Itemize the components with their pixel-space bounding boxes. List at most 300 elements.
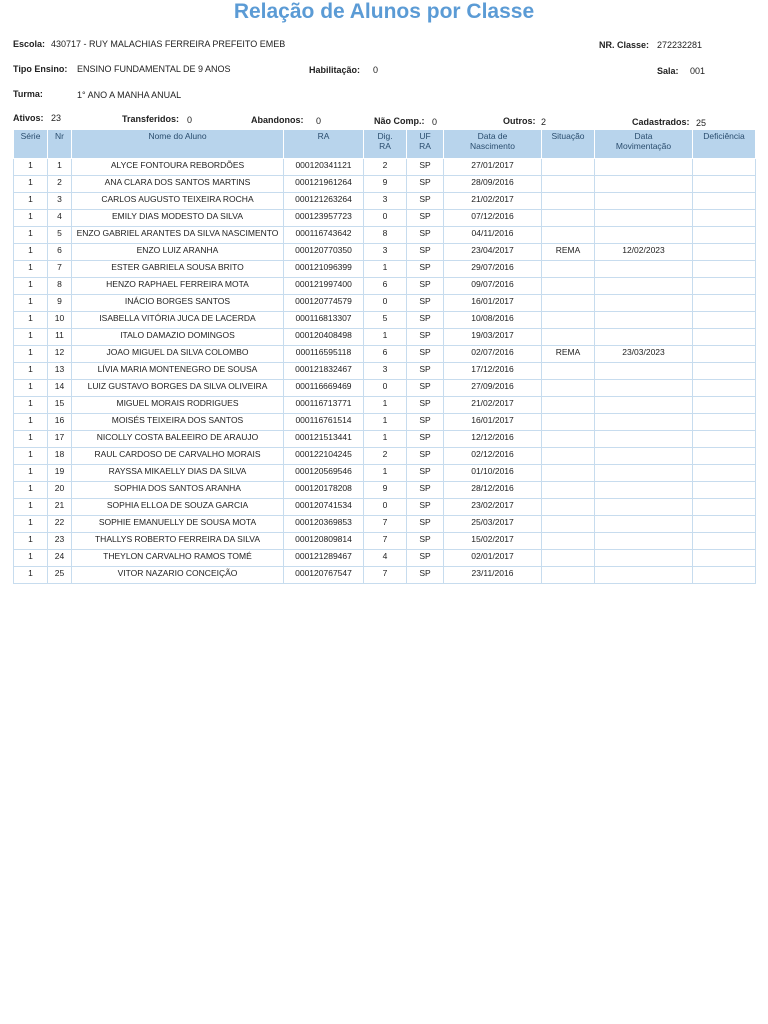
cell-nr: 17 (48, 431, 72, 448)
nr-classe-label: NR. Classe: (599, 40, 650, 50)
cell-serie: 1 (14, 482, 48, 499)
cell-uf-ra: SP (407, 397, 444, 414)
cell-dig-ra: 3 (364, 363, 407, 380)
cell-nascimento: 16/01/2017 (444, 295, 542, 312)
table-row (14, 448, 756, 465)
habilitacao-label: Habilitação: (309, 65, 361, 75)
col-nascimento-line1: Data de (477, 131, 508, 141)
turma-value: 1° ANO A MANHA ANUAL (77, 90, 182, 100)
cell-uf-ra: SP (407, 346, 444, 363)
cell-nascimento: 02/12/2016 (444, 448, 542, 465)
cell-nr: 1 (48, 159, 72, 176)
table-row (14, 533, 756, 550)
cell-situacao (542, 312, 595, 329)
escola-label: Escola: (13, 39, 46, 49)
cell-nr: 24 (48, 550, 72, 567)
cell-movimentacao (595, 278, 693, 295)
cell-nome: ISABELLA VITÓRIA JUCA DE LACERDA (72, 312, 284, 329)
cell-nome: JOAO MIGUEL DA SILVA COLOMBO (72, 346, 284, 363)
cell-nr: 9 (48, 295, 72, 312)
ativos-label: Ativos: (13, 113, 44, 123)
cell-ra: 000121513441 (284, 431, 364, 448)
cell-nr: 21 (48, 499, 72, 516)
table-row (14, 176, 756, 193)
cell-nr: 19 (48, 465, 72, 482)
cell-serie: 1 (14, 329, 48, 346)
cell-situacao (542, 295, 595, 312)
cell-serie: 1 (14, 567, 48, 584)
cell-movimentacao (595, 176, 693, 193)
cell-situacao (542, 380, 595, 397)
cell-dig-ra: 1 (364, 329, 407, 346)
cell-serie: 1 (14, 516, 48, 533)
cell-ra: 000121289467 (284, 550, 364, 567)
cell-serie: 1 (14, 397, 48, 414)
cell-situacao (542, 431, 595, 448)
table-row (14, 516, 756, 533)
cell-uf-ra: SP (407, 533, 444, 550)
cell-dig-ra: 0 (364, 499, 407, 516)
cell-serie: 1 (14, 210, 48, 227)
cell-nome: INÁCIO BORGES SANTOS (72, 295, 284, 312)
cell-movimentacao (595, 499, 693, 516)
nao-comp-label: Não Comp.: (374, 116, 425, 126)
page-title: Relação de Alunos por Classe (233, 0, 535, 23)
cell-situacao (542, 465, 595, 482)
cell-dig-ra: 1 (364, 261, 407, 278)
cell-serie: 1 (14, 448, 48, 465)
cell-nome: ENZO LUIZ ARANHA (72, 244, 284, 261)
cell-deficiencia (693, 210, 756, 227)
col-nome: Nome do Aluno (72, 130, 284, 159)
cell-movimentacao (595, 567, 693, 584)
cell-deficiencia (693, 431, 756, 448)
cell-uf-ra: SP (407, 193, 444, 210)
table-row (14, 261, 756, 278)
cell-nome: HENZO RAPHAEL FERREIRA MOTA (72, 278, 284, 295)
cell-ra: 000116669469 (284, 380, 364, 397)
cell-ra: 000120369853 (284, 516, 364, 533)
cell-deficiencia (693, 278, 756, 295)
cell-nascimento: 28/12/2016 (444, 482, 542, 499)
cell-deficiencia (693, 397, 756, 414)
cell-nascimento: 17/12/2016 (444, 363, 542, 380)
cell-nome: THEYLON CARVALHO RAMOS TOMÉ (72, 550, 284, 567)
cell-nr: 18 (48, 448, 72, 465)
cell-nr: 20 (48, 482, 72, 499)
table-row (14, 329, 756, 346)
cell-nome: VITOR NAZARIO CONCEIÇÃO (72, 567, 284, 584)
col-nascimento-line2: Nascimento (470, 141, 515, 151)
table-body (14, 159, 756, 584)
cell-ra: 000116813307 (284, 312, 364, 329)
cell-nr: 6 (48, 244, 72, 261)
cell-uf-ra: SP (407, 414, 444, 431)
table-row (14, 465, 756, 482)
cell-movimentacao (595, 550, 693, 567)
cell-ra: 000120408498 (284, 329, 364, 346)
cell-nome: ALYCE FONTOURA REBORDÕES (72, 159, 284, 176)
cell-serie: 1 (14, 176, 48, 193)
cell-uf-ra: SP (407, 227, 444, 244)
cell-nascimento: 09/07/2016 (444, 278, 542, 295)
cell-nome: CARLOS AUGUSTO TEIXEIRA ROCHA (72, 193, 284, 210)
cell-deficiencia (693, 550, 756, 567)
cell-nr: 5 (48, 227, 72, 244)
cell-ra: 000120569546 (284, 465, 364, 482)
cell-nome: NICOLLY COSTA BALEEIRO DE ARAUJO (72, 431, 284, 448)
cell-nome: ITALO DAMAZIO DOMINGOS (72, 329, 284, 346)
table-row (14, 567, 756, 584)
cell-ra: 000121832467 (284, 363, 364, 380)
cell-deficiencia (693, 516, 756, 533)
cell-ra: 000120774579 (284, 295, 364, 312)
cell-movimentacao (595, 312, 693, 329)
cell-deficiencia (693, 482, 756, 499)
cell-nome: LÍVIA MARIA MONTENEGRO DE SOUSA (72, 363, 284, 380)
cell-uf-ra: SP (407, 278, 444, 295)
table-header-row (14, 130, 756, 159)
cell-serie: 1 (14, 159, 48, 176)
cell-situacao: REMA (542, 244, 595, 261)
cell-nr: 16 (48, 414, 72, 431)
cell-nome: EMILY DIAS MODESTO DA SILVA (72, 210, 284, 227)
cell-nascimento: 07/12/2016 (444, 210, 542, 227)
cell-ra: 000116761514 (284, 414, 364, 431)
cell-movimentacao (595, 210, 693, 227)
cell-nr: 10 (48, 312, 72, 329)
cell-nome: LUIZ GUSTAVO BORGES DA SILVA OLIVEIRA (72, 380, 284, 397)
cell-situacao (542, 550, 595, 567)
abandonos-label: Abandonos: (251, 115, 304, 125)
table-row (14, 346, 756, 363)
cell-nascimento: 25/03/2017 (444, 516, 542, 533)
cell-nome: ANA CLARA DOS SANTOS MARTINS (72, 176, 284, 193)
cell-deficiencia (693, 499, 756, 516)
escola-value: 430717 - RUY MALACHIAS FERREIRA PREFEITO EMEB (51, 39, 286, 49)
cell-movimentacao (595, 261, 693, 278)
cell-nr: 23 (48, 533, 72, 550)
cell-uf-ra: SP (407, 465, 444, 482)
table-row (14, 244, 756, 261)
cell-uf-ra: SP (407, 550, 444, 567)
cell-uf-ra: SP (407, 312, 444, 329)
cell-nascimento: 01/10/2016 (444, 465, 542, 482)
cell-dig-ra: 9 (364, 482, 407, 499)
cell-uf-ra: SP (407, 210, 444, 227)
cell-nascimento: 27/01/2017 (444, 159, 542, 176)
cell-nome: ENZO GABRIEL ARANTES DA SILVA NASCIMENTO (72, 227, 284, 244)
cell-situacao (542, 363, 595, 380)
cell-serie: 1 (14, 346, 48, 363)
cell-situacao (542, 261, 595, 278)
col-uf-ra (407, 130, 444, 159)
cell-nome: MOISÉS TEIXEIRA DOS SANTOS (72, 414, 284, 431)
cell-dig-ra: 0 (364, 380, 407, 397)
cell-movimentacao (595, 227, 693, 244)
nr-classe-value: 272232281 (657, 40, 703, 50)
tipo-ensino-label: Tipo Ensino: (13, 64, 68, 74)
col-situacao: Situação (542, 130, 595, 159)
col-movimentacao-line1: Data (634, 131, 653, 141)
cell-deficiencia (693, 533, 756, 550)
cell-dig-ra: 9 (364, 176, 407, 193)
cell-situacao (542, 193, 595, 210)
cell-deficiencia (693, 244, 756, 261)
cell-deficiencia (693, 465, 756, 482)
cell-nascimento: 23/11/2016 (444, 567, 542, 584)
cell-uf-ra: SP (407, 448, 444, 465)
cell-dig-ra: 1 (364, 414, 407, 431)
cell-nascimento: 02/07/2016 (444, 346, 542, 363)
cell-uf-ra: SP (407, 159, 444, 176)
cell-nascimento: 10/08/2016 (444, 312, 542, 329)
cell-situacao (542, 210, 595, 227)
cell-nascimento: 12/12/2016 (444, 431, 542, 448)
cell-nascimento: 27/09/2016 (444, 380, 542, 397)
cell-uf-ra: SP (407, 482, 444, 499)
cell-nr: 4 (48, 210, 72, 227)
cell-nome: RAYSSA MIKAELLY DIAS DA SILVA (72, 465, 284, 482)
cell-serie: 1 (14, 363, 48, 380)
col-serie: Série (14, 130, 48, 159)
ativos-value: 23 (51, 113, 62, 123)
cell-deficiencia (693, 176, 756, 193)
cell-situacao: REMA (542, 346, 595, 363)
cell-nr: 25 (48, 567, 72, 584)
cell-uf-ra: SP (407, 516, 444, 533)
cadastrados-label: Cadastrados: (632, 117, 690, 127)
cell-ra: 000122104245 (284, 448, 364, 465)
transferidos-label: Transferidos: (122, 114, 180, 124)
cell-serie: 1 (14, 227, 48, 244)
cell-serie: 1 (14, 312, 48, 329)
cell-situacao (542, 278, 595, 295)
cell-serie: 1 (14, 278, 48, 295)
cell-ra: 000116595118 (284, 346, 364, 363)
cell-situacao (542, 329, 595, 346)
cell-dig-ra: 5 (364, 312, 407, 329)
habilitacao-value: 0 (373, 65, 379, 75)
cell-serie: 1 (14, 244, 48, 261)
cell-ra: 000120341121 (284, 159, 364, 176)
turma-label: Turma: (13, 89, 43, 99)
cell-situacao (542, 397, 595, 414)
cell-deficiencia (693, 193, 756, 210)
table-row (14, 397, 756, 414)
cell-ra: 000121997400 (284, 278, 364, 295)
cell-movimentacao (595, 295, 693, 312)
cell-ra: 000121961264 (284, 176, 364, 193)
cell-nascimento: 19/03/2017 (444, 329, 542, 346)
table-row (14, 193, 756, 210)
cell-ra: 000121263264 (284, 193, 364, 210)
cell-nr: 7 (48, 261, 72, 278)
cell-dig-ra: 3 (364, 193, 407, 210)
table-row (14, 159, 756, 176)
cell-nome: THALLYS ROBERTO FERREIRA DA SILVA (72, 533, 284, 550)
cell-movimentacao (595, 482, 693, 499)
cell-nr: 3 (48, 193, 72, 210)
table-row (14, 499, 756, 516)
cell-movimentacao: 23/03/2023 (595, 346, 693, 363)
cell-uf-ra: SP (407, 567, 444, 584)
cell-deficiencia (693, 329, 756, 346)
cell-nome: SOPHIA DOS SANTOS ARANHA (72, 482, 284, 499)
col-dig-ra (364, 130, 407, 159)
cell-movimentacao (595, 193, 693, 210)
cell-movimentacao (595, 363, 693, 380)
cell-nascimento: 21/02/2017 (444, 193, 542, 210)
cell-serie: 1 (14, 431, 48, 448)
cell-deficiencia (693, 346, 756, 363)
sala-label: Sala: (657, 66, 679, 76)
cell-deficiencia (693, 312, 756, 329)
cell-uf-ra: SP (407, 363, 444, 380)
cell-dig-ra: 3 (364, 244, 407, 261)
cell-uf-ra: SP (407, 329, 444, 346)
cell-ra: 000120767547 (284, 567, 364, 584)
cell-deficiencia (693, 380, 756, 397)
cell-serie: 1 (14, 295, 48, 312)
cell-nr: 11 (48, 329, 72, 346)
cell-uf-ra: SP (407, 176, 444, 193)
col-ra: RA (284, 130, 364, 159)
cell-serie: 1 (14, 533, 48, 550)
cell-movimentacao: 12/02/2023 (595, 244, 693, 261)
col-movimentacao (595, 130, 693, 159)
table-row (14, 363, 756, 380)
cell-uf-ra: SP (407, 295, 444, 312)
cell-deficiencia (693, 363, 756, 380)
cell-ra: 000120741534 (284, 499, 364, 516)
cell-nascimento: 29/07/2016 (444, 261, 542, 278)
outros-value: 2 (541, 117, 547, 127)
cell-dig-ra: 8 (364, 227, 407, 244)
cell-serie: 1 (14, 465, 48, 482)
table-row (14, 482, 756, 499)
table-row (14, 295, 756, 312)
cell-ra: 000120770350 (284, 244, 364, 261)
cell-deficiencia (693, 414, 756, 431)
cell-movimentacao (595, 380, 693, 397)
cell-situacao (542, 176, 595, 193)
sala-value: 001 (690, 66, 706, 76)
cell-uf-ra: SP (407, 431, 444, 448)
cell-uf-ra: SP (407, 499, 444, 516)
cell-movimentacao (595, 465, 693, 482)
cell-dig-ra: 1 (364, 431, 407, 448)
cell-nr: 8 (48, 278, 72, 295)
cell-ra: 000120809814 (284, 533, 364, 550)
cell-movimentacao (595, 159, 693, 176)
transferidos-value: 0 (187, 115, 193, 125)
cell-dig-ra: 0 (364, 210, 407, 227)
cell-ra: 000116713771 (284, 397, 364, 414)
cell-nascimento: 02/01/2017 (444, 550, 542, 567)
cell-nascimento: 21/02/2017 (444, 397, 542, 414)
cell-situacao (542, 516, 595, 533)
cell-nr: 15 (48, 397, 72, 414)
cell-situacao (542, 227, 595, 244)
cell-dig-ra: 0 (364, 295, 407, 312)
cell-deficiencia (693, 227, 756, 244)
cell-situacao (542, 533, 595, 550)
cell-ra: 000120178208 (284, 482, 364, 499)
cadastrados-value: 25 (696, 118, 707, 128)
cell-dig-ra: 7 (364, 567, 407, 584)
cell-deficiencia (693, 567, 756, 584)
cell-uf-ra: SP (407, 261, 444, 278)
cell-situacao (542, 448, 595, 465)
cell-uf-ra: SP (407, 380, 444, 397)
cell-nascimento: 23/04/2017 (444, 244, 542, 261)
cell-nr: 14 (48, 380, 72, 397)
cell-dig-ra: 2 (364, 159, 407, 176)
cell-situacao (542, 159, 595, 176)
cell-dig-ra: 6 (364, 346, 407, 363)
cell-nome: ESTER GABRIELA SOUSA BRITO (72, 261, 284, 278)
cell-deficiencia (693, 159, 756, 176)
cell-nascimento: 23/02/2017 (444, 499, 542, 516)
cell-ra: 000116743642 (284, 227, 364, 244)
students-table (13, 129, 756, 584)
cell-uf-ra: SP (407, 244, 444, 261)
col-movimentacao-line2: Movimentação (615, 141, 672, 151)
cell-deficiencia (693, 261, 756, 278)
tipo-ensino-value: ENSINO FUNDAMENTAL DE 9 ANOS (77, 64, 231, 74)
col-nascimento (444, 130, 542, 159)
table-row (14, 278, 756, 295)
cell-situacao (542, 499, 595, 516)
cell-serie: 1 (14, 550, 48, 567)
cell-serie: 1 (14, 261, 48, 278)
cell-deficiencia (693, 448, 756, 465)
cell-nome: MIGUEL MORAIS RODRIGUES (72, 397, 284, 414)
cell-nome: SOPHIE EMANUELLY DE SOUSA MOTA (72, 516, 284, 533)
col-dig-ra-line1: Dig. (377, 131, 393, 141)
table-row (14, 227, 756, 244)
cell-nascimento: 15/02/2017 (444, 533, 542, 550)
cell-movimentacao (595, 431, 693, 448)
cell-nome: SOPHIA ELLOA DE SOUZA GARCIA (72, 499, 284, 516)
nao-comp-value: 0 (432, 117, 438, 127)
cell-nr: 13 (48, 363, 72, 380)
cell-dig-ra: 1 (364, 397, 407, 414)
table-row (14, 210, 756, 227)
cell-nascimento: 04/11/2016 (444, 227, 542, 244)
cell-situacao (542, 567, 595, 584)
cell-movimentacao (595, 397, 693, 414)
cell-movimentacao (595, 414, 693, 431)
cell-dig-ra: 4 (364, 550, 407, 567)
cell-nr: 2 (48, 176, 72, 193)
col-uf-ra-line2: RA (419, 141, 431, 151)
col-uf-ra-line1: UF (419, 131, 431, 141)
cell-dig-ra: 7 (364, 516, 407, 533)
cell-nr: 12 (48, 346, 72, 363)
cell-movimentacao (595, 448, 693, 465)
cell-situacao (542, 482, 595, 499)
cell-serie: 1 (14, 380, 48, 397)
cell-situacao (542, 414, 595, 431)
table-row (14, 414, 756, 431)
cell-deficiencia (693, 295, 756, 312)
cell-nascimento: 28/09/2016 (444, 176, 542, 193)
col-deficiencia: Deficiência (693, 130, 756, 159)
cell-nr: 22 (48, 516, 72, 533)
outros-label: Outros: (503, 116, 536, 126)
